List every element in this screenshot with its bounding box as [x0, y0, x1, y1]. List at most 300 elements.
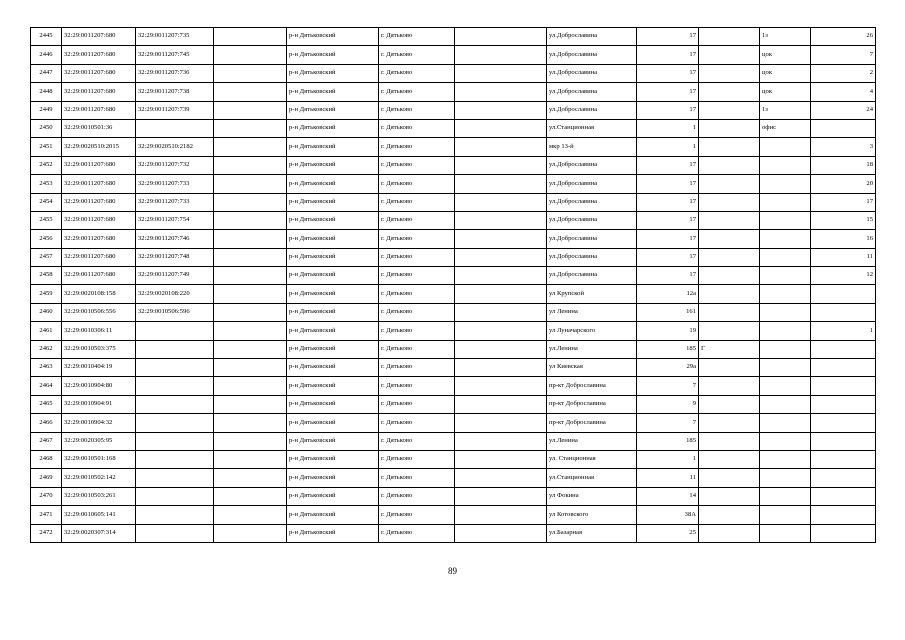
- street-cell: ул.Доброславина: [547, 156, 637, 174]
- city-cell: г. Дятьково: [379, 450, 455, 468]
- blank-column-cell: [214, 395, 287, 413]
- district-cell: р-н Дятьковский: [287, 285, 379, 303]
- blank-column-cell: [214, 193, 287, 211]
- cadastral-number-cell: [136, 340, 214, 358]
- blank-column-cell: [214, 175, 287, 193]
- city-cell: г. Дятьково: [379, 285, 455, 303]
- district-cell: р-н Дятьковский: [287, 211, 379, 229]
- building-letter-cell: [699, 175, 760, 193]
- blank-column-2-cell: [455, 230, 547, 248]
- cadastral-number-cell: 32:29:0010506:596: [136, 303, 214, 321]
- building-letter-cell: [699, 230, 760, 248]
- parent-cadastral-number-cell: 32:29:0010502:142: [62, 469, 136, 487]
- premises-type-cell: [760, 359, 811, 377]
- street-cell: ул Луначарского: [547, 322, 637, 340]
- table-row: [31, 248, 876, 266]
- district-cell: р-н Дятьковский: [287, 377, 379, 395]
- blank-column-cell: [214, 469, 287, 487]
- row-number-cell: 2470: [31, 487, 62, 505]
- apartment-number-cell: [811, 469, 876, 487]
- blank-column-cell: [214, 303, 287, 321]
- table-row: [31, 340, 876, 358]
- house-number-cell: 19: [637, 322, 699, 340]
- blank-column-2-cell: [455, 303, 547, 321]
- street-cell: ул.Доброславина: [547, 46, 637, 64]
- blank-column-2-cell: [455, 193, 547, 211]
- city-cell: г. Дятьково: [379, 506, 455, 524]
- table-row: [31, 101, 876, 119]
- row-number-cell: 2469: [31, 469, 62, 487]
- blank-column-cell: [214, 359, 287, 377]
- parent-cadastral-number-cell: 32:29:0011207:680: [62, 101, 136, 119]
- cadastral-number-cell: 32:29:0020510:2182: [136, 138, 214, 156]
- blank-column-2-cell: [455, 414, 547, 432]
- premises-type-cell: [760, 138, 811, 156]
- table-row: [31, 469, 876, 487]
- city-cell: г. Дятьково: [379, 432, 455, 450]
- apartment-number-cell: 3: [811, 138, 876, 156]
- street-cell: ул.Доброславина: [547, 193, 637, 211]
- district-cell: р-н Дятьковский: [287, 414, 379, 432]
- cadastral-number-cell: [136, 469, 214, 487]
- parent-cadastral-number-cell: 32:29:0010904:91: [62, 395, 136, 413]
- blank-column-2-cell: [455, 83, 547, 101]
- city-cell: г. Дятьково: [379, 414, 455, 432]
- house-number-cell: 1: [637, 138, 699, 156]
- street-cell: ул.Ленина: [547, 432, 637, 450]
- building-letter-cell: [699, 377, 760, 395]
- blank-column-2-cell: [455, 340, 547, 358]
- house-number-cell: 161: [637, 303, 699, 321]
- district-cell: р-н Дятьковский: [287, 83, 379, 101]
- table-row: [31, 377, 876, 395]
- cadastral-number-cell: [136, 322, 214, 340]
- table-row: [31, 156, 876, 174]
- table-row: [31, 211, 876, 229]
- cadastral-number-cell: 32:29:0020108:220: [136, 285, 214, 303]
- premises-type-cell: [760, 230, 811, 248]
- table-row: [31, 414, 876, 432]
- apartment-number-cell: 24: [811, 101, 876, 119]
- house-number-cell: 185: [637, 340, 699, 358]
- building-letter-cell: [699, 267, 760, 285]
- registry-sheet: [30, 27, 876, 543]
- premises-type-cell: [760, 322, 811, 340]
- house-number-cell: 7: [637, 414, 699, 432]
- row-number-cell: 2467: [31, 432, 62, 450]
- street-cell: ул.Доброславина: [547, 83, 637, 101]
- district-cell: р-н Дятьковский: [287, 64, 379, 82]
- city-cell: г. Дятьково: [379, 119, 455, 137]
- blank-column-cell: [214, 64, 287, 82]
- parent-cadastral-number-cell: 32:29:0010404:19: [62, 359, 136, 377]
- blank-column-cell: [214, 524, 287, 542]
- table-row: [31, 359, 876, 377]
- row-number-cell: 2452: [31, 156, 62, 174]
- premises-type-cell: 1з: [760, 101, 811, 119]
- apartment-number-cell: 2: [811, 64, 876, 82]
- row-number-cell: 2450: [31, 119, 62, 137]
- parent-cadastral-number-cell: 32:29:0011207:680: [62, 248, 136, 266]
- district-cell: р-н Дятьковский: [287, 175, 379, 193]
- city-cell: г. Дятьково: [379, 230, 455, 248]
- house-number-cell: 1: [637, 119, 699, 137]
- apartment-number-cell: 1: [811, 322, 876, 340]
- building-letter-cell: [699, 64, 760, 82]
- cadastral-number-cell: 32:29:0011207:745: [136, 46, 214, 64]
- building-letter-cell: [699, 46, 760, 64]
- premises-type-cell: 1з: [760, 28, 811, 46]
- apartment-number-cell: 20: [811, 175, 876, 193]
- house-number-cell: 14: [637, 487, 699, 505]
- blank-column-2-cell: [455, 119, 547, 137]
- table-row: [31, 487, 876, 505]
- house-number-cell: 17: [637, 230, 699, 248]
- table-row: [31, 230, 876, 248]
- row-number-cell: 2468: [31, 450, 62, 468]
- building-letter-cell: [699, 248, 760, 266]
- apartment-number-cell: [811, 285, 876, 303]
- premises-type-cell: [760, 395, 811, 413]
- city-cell: г. Дятьково: [379, 64, 455, 82]
- district-cell: р-н Дятьковский: [287, 119, 379, 137]
- premises-type-cell: [760, 524, 811, 542]
- parent-cadastral-number-cell: 32:29:0020108:158: [62, 285, 136, 303]
- parent-cadastral-number-cell: 32:29:0011207:680: [62, 64, 136, 82]
- row-number-cell: 2463: [31, 359, 62, 377]
- parent-cadastral-number-cell: 32:29:0011207:680: [62, 267, 136, 285]
- cadastral-number-cell: 32:29:0011207:732: [136, 156, 214, 174]
- city-cell: г. Дятьково: [379, 83, 455, 101]
- city-cell: г. Дятьково: [379, 340, 455, 358]
- blank-column-cell: [214, 211, 287, 229]
- street-cell: ул Ленина: [547, 303, 637, 321]
- table-row: [31, 267, 876, 285]
- apartment-number-cell: [811, 450, 876, 468]
- blank-column-2-cell: [455, 322, 547, 340]
- cadastral-number-cell: [136, 119, 214, 137]
- district-cell: р-н Дятьковский: [287, 322, 379, 340]
- district-cell: р-н Дятьковский: [287, 487, 379, 505]
- city-cell: г. Дятьково: [379, 469, 455, 487]
- building-letter-cell: [699, 28, 760, 46]
- row-number-cell: 2464: [31, 377, 62, 395]
- district-cell: р-н Дятьковский: [287, 156, 379, 174]
- premises-type-cell: [760, 248, 811, 266]
- building-letter-cell: [699, 285, 760, 303]
- blank-column-2-cell: [455, 175, 547, 193]
- blank-column-cell: [214, 138, 287, 156]
- building-letter-cell: [699, 138, 760, 156]
- apartment-number-cell: [811, 377, 876, 395]
- blank-column-2-cell: [455, 156, 547, 174]
- row-number-cell: 2448: [31, 83, 62, 101]
- blank-column-2-cell: [455, 248, 547, 266]
- building-letter-cell: [699, 156, 760, 174]
- street-cell: ул Крупской: [547, 285, 637, 303]
- city-cell: г. Дятьково: [379, 267, 455, 285]
- premises-type-cell: [760, 175, 811, 193]
- row-number-cell: 2465: [31, 395, 62, 413]
- blank-column-2-cell: [455, 469, 547, 487]
- blank-column-cell: [214, 83, 287, 101]
- blank-column-cell: [214, 450, 287, 468]
- street-cell: ул.Доброславина: [547, 267, 637, 285]
- table-row: [31, 175, 876, 193]
- apartment-number-cell: [811, 524, 876, 542]
- table-row: [31, 46, 876, 64]
- blank-column-2-cell: [455, 432, 547, 450]
- cadastral-number-cell: 32:29:0011207:739: [136, 101, 214, 119]
- apartment-number-cell: [811, 432, 876, 450]
- cadastral-number-cell: 32:29:0011207:748: [136, 248, 214, 266]
- premises-type-cell: офис: [760, 119, 811, 137]
- apartment-number-cell: [811, 359, 876, 377]
- blank-column-cell: [214, 285, 287, 303]
- parent-cadastral-number-cell: 32:29:0010506:556: [62, 303, 136, 321]
- city-cell: г. Дятьково: [379, 377, 455, 395]
- house-number-cell: 17: [637, 211, 699, 229]
- blank-column-cell: [214, 28, 287, 46]
- cadastral-number-cell: 32:29:0011207:749: [136, 267, 214, 285]
- apartment-number-cell: 4: [811, 83, 876, 101]
- cadastral-number-cell: 32:29:0011207:735: [136, 28, 214, 46]
- premises-type-cell: [760, 506, 811, 524]
- table-body: [31, 28, 876, 543]
- cadastral-number-cell: [136, 432, 214, 450]
- row-number-cell: 2461: [31, 322, 62, 340]
- cadastral-number-cell: 32:29:0011207:736: [136, 64, 214, 82]
- premises-type-cell: [760, 377, 811, 395]
- parent-cadastral-number-cell: 32:29:0020510:2015: [62, 138, 136, 156]
- premises-type-cell: [760, 469, 811, 487]
- district-cell: р-н Дятьковский: [287, 395, 379, 413]
- row-number-cell: 2451: [31, 138, 62, 156]
- building-letter-cell: [699, 450, 760, 468]
- blank-column-cell: [214, 267, 287, 285]
- cadastral-number-cell: 32:29:0011207:754: [136, 211, 214, 229]
- parent-cadastral-number-cell: 32:29:0011207:680: [62, 156, 136, 174]
- district-cell: р-н Дятьковский: [287, 303, 379, 321]
- street-cell: ул.Доброславина: [547, 175, 637, 193]
- blank-column-cell: [214, 322, 287, 340]
- premises-type-cell: цок: [760, 46, 811, 64]
- parent-cadastral-number-cell: 32:29:0010605:141: [62, 506, 136, 524]
- building-letter-cell: [699, 83, 760, 101]
- premises-type-cell: [760, 211, 811, 229]
- house-number-cell: 17: [637, 101, 699, 119]
- apartment-number-cell: 12: [811, 267, 876, 285]
- apartment-number-cell: 15: [811, 211, 876, 229]
- city-cell: г. Дятьково: [379, 322, 455, 340]
- premises-type-cell: [760, 267, 811, 285]
- house-number-cell: 17: [637, 46, 699, 64]
- table-row: [31, 303, 876, 321]
- row-number-cell: 2449: [31, 101, 62, 119]
- district-cell: р-н Дятьковский: [287, 28, 379, 46]
- apartment-number-cell: [811, 414, 876, 432]
- street-cell: ул.Доброславина: [547, 211, 637, 229]
- city-cell: г. Дятьково: [379, 175, 455, 193]
- street-cell: ул.Доброславина: [547, 248, 637, 266]
- building-letter-cell: [699, 359, 760, 377]
- street-cell: ул.Станционная: [547, 469, 637, 487]
- table-row: [31, 524, 876, 542]
- table-row: [31, 64, 876, 82]
- building-letter-cell: [699, 211, 760, 229]
- parent-cadastral-number-cell: 32:29:0020305:95: [62, 432, 136, 450]
- district-cell: р-н Дятьковский: [287, 138, 379, 156]
- table-row: [31, 138, 876, 156]
- blank-column-2-cell: [455, 285, 547, 303]
- city-cell: г. Дятьково: [379, 46, 455, 64]
- cadastral-number-cell: [136, 524, 214, 542]
- blank-column-2-cell: [455, 377, 547, 395]
- cadastral-number-cell: [136, 487, 214, 505]
- house-number-cell: 9: [637, 395, 699, 413]
- building-letter-cell: [699, 524, 760, 542]
- city-cell: г. Дятьково: [379, 487, 455, 505]
- blank-column-2-cell: [455, 64, 547, 82]
- blank-column-cell: [214, 340, 287, 358]
- street-cell: ул.Базарная: [547, 524, 637, 542]
- premises-type-cell: [760, 156, 811, 174]
- building-letter-cell: [699, 395, 760, 413]
- blank-column-cell: [214, 487, 287, 505]
- parent-cadastral-number-cell: 32:29:0010501:168: [62, 450, 136, 468]
- street-cell: ул Киевская: [547, 359, 637, 377]
- row-number-cell: 2453: [31, 175, 62, 193]
- parent-cadastral-number-cell: 32:29:0010503:261: [62, 487, 136, 505]
- apartment-number-cell: [811, 487, 876, 505]
- building-letter-cell: [699, 303, 760, 321]
- district-cell: р-н Дятьковский: [287, 469, 379, 487]
- city-cell: г. Дятьково: [379, 395, 455, 413]
- district-cell: р-н Дятьковский: [287, 101, 379, 119]
- district-cell: р-н Дятьковский: [287, 432, 379, 450]
- apartment-number-cell: [811, 395, 876, 413]
- row-number-cell: 2460: [31, 303, 62, 321]
- parent-cadastral-number-cell: 32:29:0011207:680: [62, 28, 136, 46]
- house-number-cell: 12а: [637, 285, 699, 303]
- blank-column-cell: [214, 230, 287, 248]
- house-number-cell: 17: [637, 248, 699, 266]
- premises-type-cell: [760, 450, 811, 468]
- house-number-cell: 17: [637, 193, 699, 211]
- table-row: [31, 395, 876, 413]
- cadastral-number-cell: [136, 450, 214, 468]
- city-cell: г. Дятьково: [379, 359, 455, 377]
- parent-cadastral-number-cell: 32:29:0010503:375: [62, 340, 136, 358]
- city-cell: г. Дятьково: [379, 193, 455, 211]
- row-number-cell: 2454: [31, 193, 62, 211]
- city-cell: г. Дятьково: [379, 28, 455, 46]
- row-number-cell: 2456: [31, 230, 62, 248]
- blank-column-2-cell: [455, 267, 547, 285]
- blank-column-cell: [214, 248, 287, 266]
- apartment-number-cell: 17: [811, 193, 876, 211]
- cadastral-number-cell: [136, 395, 214, 413]
- house-number-cell: 29а: [637, 359, 699, 377]
- house-number-cell: 11: [637, 469, 699, 487]
- district-cell: р-н Дятьковский: [287, 230, 379, 248]
- blank-column-2-cell: [455, 211, 547, 229]
- premises-type-cell: [760, 414, 811, 432]
- house-number-cell: 17: [637, 83, 699, 101]
- table-row: [31, 450, 876, 468]
- district-cell: р-н Дятьковский: [287, 248, 379, 266]
- house-number-cell: 17: [637, 156, 699, 174]
- cadastral-number-cell: [136, 377, 214, 395]
- table-row: [31, 28, 876, 46]
- property-registry-table: [30, 27, 876, 543]
- blank-column-2-cell: [455, 138, 547, 156]
- apartment-number-cell: [811, 340, 876, 358]
- district-cell: р-н Дятьковский: [287, 193, 379, 211]
- blank-column-cell: [214, 414, 287, 432]
- district-cell: р-н Дятьковский: [287, 267, 379, 285]
- city-cell: г. Дятьково: [379, 138, 455, 156]
- district-cell: р-н Дятьковский: [287, 46, 379, 64]
- cadastral-number-cell: [136, 359, 214, 377]
- premises-type-cell: цок: [760, 64, 811, 82]
- premises-type-cell: [760, 193, 811, 211]
- building-letter-cell: [699, 506, 760, 524]
- blank-column-cell: [214, 119, 287, 137]
- table-row: [31, 119, 876, 137]
- city-cell: г. Дятьково: [379, 156, 455, 174]
- street-cell: ул.Доброславина: [547, 64, 637, 82]
- parent-cadastral-number-cell: 32:29:0011207:680: [62, 175, 136, 193]
- row-number-cell: 2447: [31, 64, 62, 82]
- street-cell: ул.Ленина: [547, 340, 637, 358]
- house-number-cell: 25: [637, 524, 699, 542]
- parent-cadastral-number-cell: 32:29:0010501:36: [62, 119, 136, 137]
- street-cell: пр-кт Доброславина: [547, 395, 637, 413]
- blank-column-2-cell: [455, 28, 547, 46]
- apartment-number-cell: [811, 119, 876, 137]
- blank-column-cell: [214, 432, 287, 450]
- apartment-number-cell: [811, 506, 876, 524]
- building-letter-cell: [699, 414, 760, 432]
- parent-cadastral-number-cell: 32:29:0011207:680: [62, 230, 136, 248]
- district-cell: р-н Дятьковский: [287, 340, 379, 358]
- cadastral-number-cell: 32:29:0011207:733: [136, 175, 214, 193]
- row-number-cell: 2472: [31, 524, 62, 542]
- street-cell: ул.Станционная: [547, 119, 637, 137]
- blank-column-2-cell: [455, 450, 547, 468]
- blank-column-2-cell: [455, 101, 547, 119]
- parent-cadastral-number-cell: 32:29:0011207:680: [62, 46, 136, 64]
- house-number-cell: 17: [637, 175, 699, 193]
- apartment-number-cell: 26: [811, 28, 876, 46]
- cadastral-number-cell: 32:29:0011207:746: [136, 230, 214, 248]
- district-cell: р-н Дятьковский: [287, 359, 379, 377]
- premises-type-cell: [760, 340, 811, 358]
- city-cell: г. Дятьково: [379, 524, 455, 542]
- cadastral-number-cell: [136, 506, 214, 524]
- row-number-cell: 2445: [31, 28, 62, 46]
- blank-column-2-cell: [455, 524, 547, 542]
- blank-column-cell: [214, 506, 287, 524]
- parent-cadastral-number-cell: 32:29:0011207:680: [62, 83, 136, 101]
- row-number-cell: 2462: [31, 340, 62, 358]
- row-number-cell: 2471: [31, 506, 62, 524]
- building-letter-cell: [699, 101, 760, 119]
- parent-cadastral-number-cell: 32:29:0020307:314: [62, 524, 136, 542]
- building-letter-cell: [699, 193, 760, 211]
- blank-column-2-cell: [455, 395, 547, 413]
